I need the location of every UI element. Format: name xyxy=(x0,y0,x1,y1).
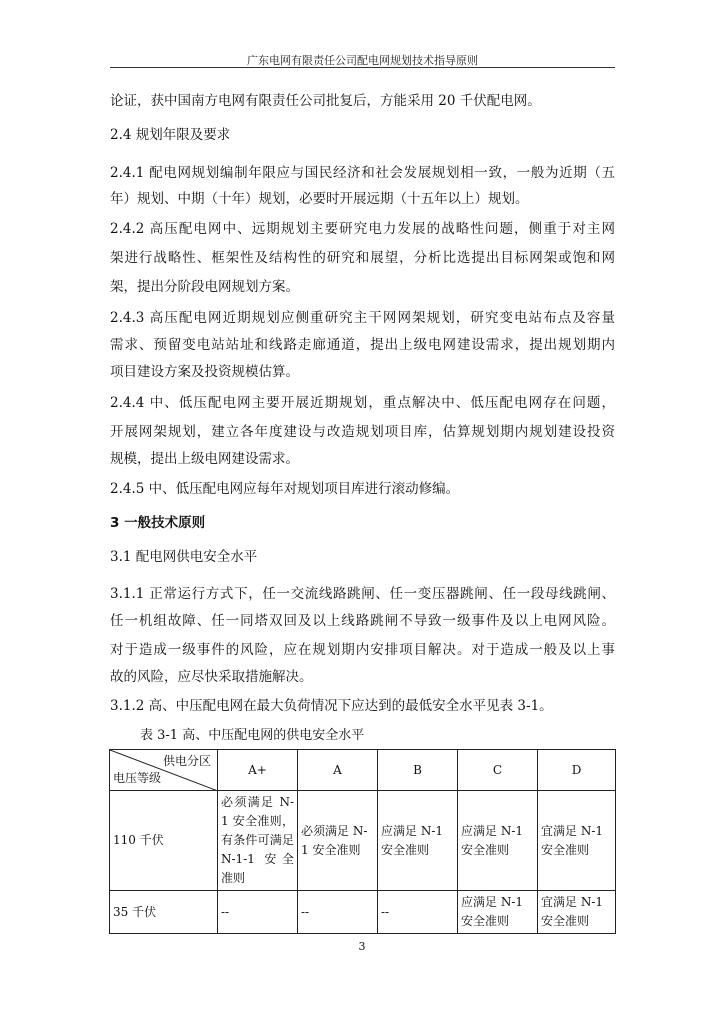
header-title: 广东电网有限责任公司配电网规划技术指导原则 xyxy=(247,54,478,67)
column-header-a: A xyxy=(298,750,378,791)
column-header-b: B xyxy=(378,750,458,791)
paragraph-line: 需求、预留变电站站址和线路走廊通道，提出上级电网建设需求，提出规划期内 xyxy=(110,337,615,353)
table-row xyxy=(110,891,616,934)
paragraph-line: 年）规划、中期（十年）规划，必要时开展远期（十五年以上）规划。 xyxy=(110,191,529,207)
table-cell: -- xyxy=(298,891,378,934)
paragraph-line: 2.4.5 中、低压配电网应每年对规划项目库进行滚动修编。 xyxy=(110,481,460,497)
section-heading-2-4: 2.4 规划年限及要求 xyxy=(110,127,231,143)
table-header-row xyxy=(110,750,616,791)
paragraph-line: 架，提出分阶段电网规划方案。 xyxy=(110,279,299,295)
table-cell: 应满足 N-1 安全准则 xyxy=(378,791,458,891)
table-cell: 宜满足 N-1 安全准则 xyxy=(538,791,616,891)
corner-bottom-label: 电压等级 xyxy=(113,771,162,785)
page-number: 3 xyxy=(358,940,366,953)
section-heading-3-1: 3.1 配电网供电安全水平 xyxy=(110,549,258,565)
paragraph-line: 规模，提出上级电网建设需求。 xyxy=(110,451,299,467)
paragraph-line: 架进行战略性、框架性及结构性的研究和展望，分析比选提出目标网架或饱和网 xyxy=(110,250,615,266)
corner-top-label: 供电分区 xyxy=(162,754,211,768)
table-corner-cell xyxy=(110,750,218,791)
paragraph-line: 3.1.1 正常运行方式下，任一交流线路跳闸、任一变压器跳闸、任一段母线跳闸、 xyxy=(110,586,615,602)
paragraph-line: 2.4.2 高压配电网中、远期规划主要研究电力发展的战略性问题，侧重于对主网 xyxy=(110,221,615,237)
paragraph-line: 2.4.1 配电网规划编制年限应与国民经济和社会发展规划相一致，一般为近期（五 xyxy=(110,165,615,181)
table-cell: 必须满足 N-1 安全准则 xyxy=(298,791,378,891)
table-cell: 应满足 N-1 安全准则 xyxy=(458,791,538,891)
paragraph-line: 2.4.3 高压配电网近期规划应侧重研究主干网网架规划，研究变电站布点及容量 xyxy=(110,310,615,326)
table-cell: -- xyxy=(378,891,458,934)
column-header-a-plus: A+ xyxy=(218,750,298,791)
table-cell: -- xyxy=(218,891,298,934)
paragraph-line: 论证，获中国南方电网有限责任公司批复后，方能采用 20 千伏配电网。 xyxy=(110,93,541,109)
row-label-110kv: 110 千伏 xyxy=(110,791,218,891)
column-header-c: C xyxy=(458,750,538,791)
column-header-d: D xyxy=(538,750,616,791)
table-row xyxy=(110,791,616,891)
table-caption: 表 3-1 高、中压配电网的供电安全水平 xyxy=(140,728,365,743)
header-divider xyxy=(110,67,615,68)
paragraph-line: 项目建设方案及投资规模估算。 xyxy=(110,364,299,380)
paragraph-line: 故的风险，应尽快采取措施解决。 xyxy=(110,669,313,685)
paragraph-line: 对于造成一级事件的风险，应在规划期内安排项目解决。对于造成一般及以上事 xyxy=(110,642,615,658)
table-cell: 应满足 N-1 安全准则 xyxy=(458,891,538,934)
section-heading-3: 3 一般技术原则 xyxy=(110,515,206,531)
paragraph-line: 任一机组故障、任一同塔双回及以上线路跳闸不导致一级事件及以上电网风险。 xyxy=(110,613,615,629)
safety-level-table xyxy=(109,749,616,934)
paragraph-line: 开展网架规划，建立各年度建设与改造规划项目库，估算规划期内规划建设投资 xyxy=(110,424,615,440)
paragraph-line: 2.4.4 中、低压配电网主要开展近期规划，重点解决中、低压配电网存在问题， xyxy=(110,395,615,411)
row-label-35kv: 35 千伏 xyxy=(110,891,218,934)
table-cell: 宜满足 N-1 安全准则 xyxy=(538,891,616,934)
paragraph-line: 3.1.2 高、中压配电网在最大负荷情况下应达到的最低安全水平见表 3-1。 xyxy=(110,698,553,714)
table-cell: 必须满足 N-1 安全准则，有条件可满足 N-1-1 安全准则 xyxy=(218,791,298,891)
